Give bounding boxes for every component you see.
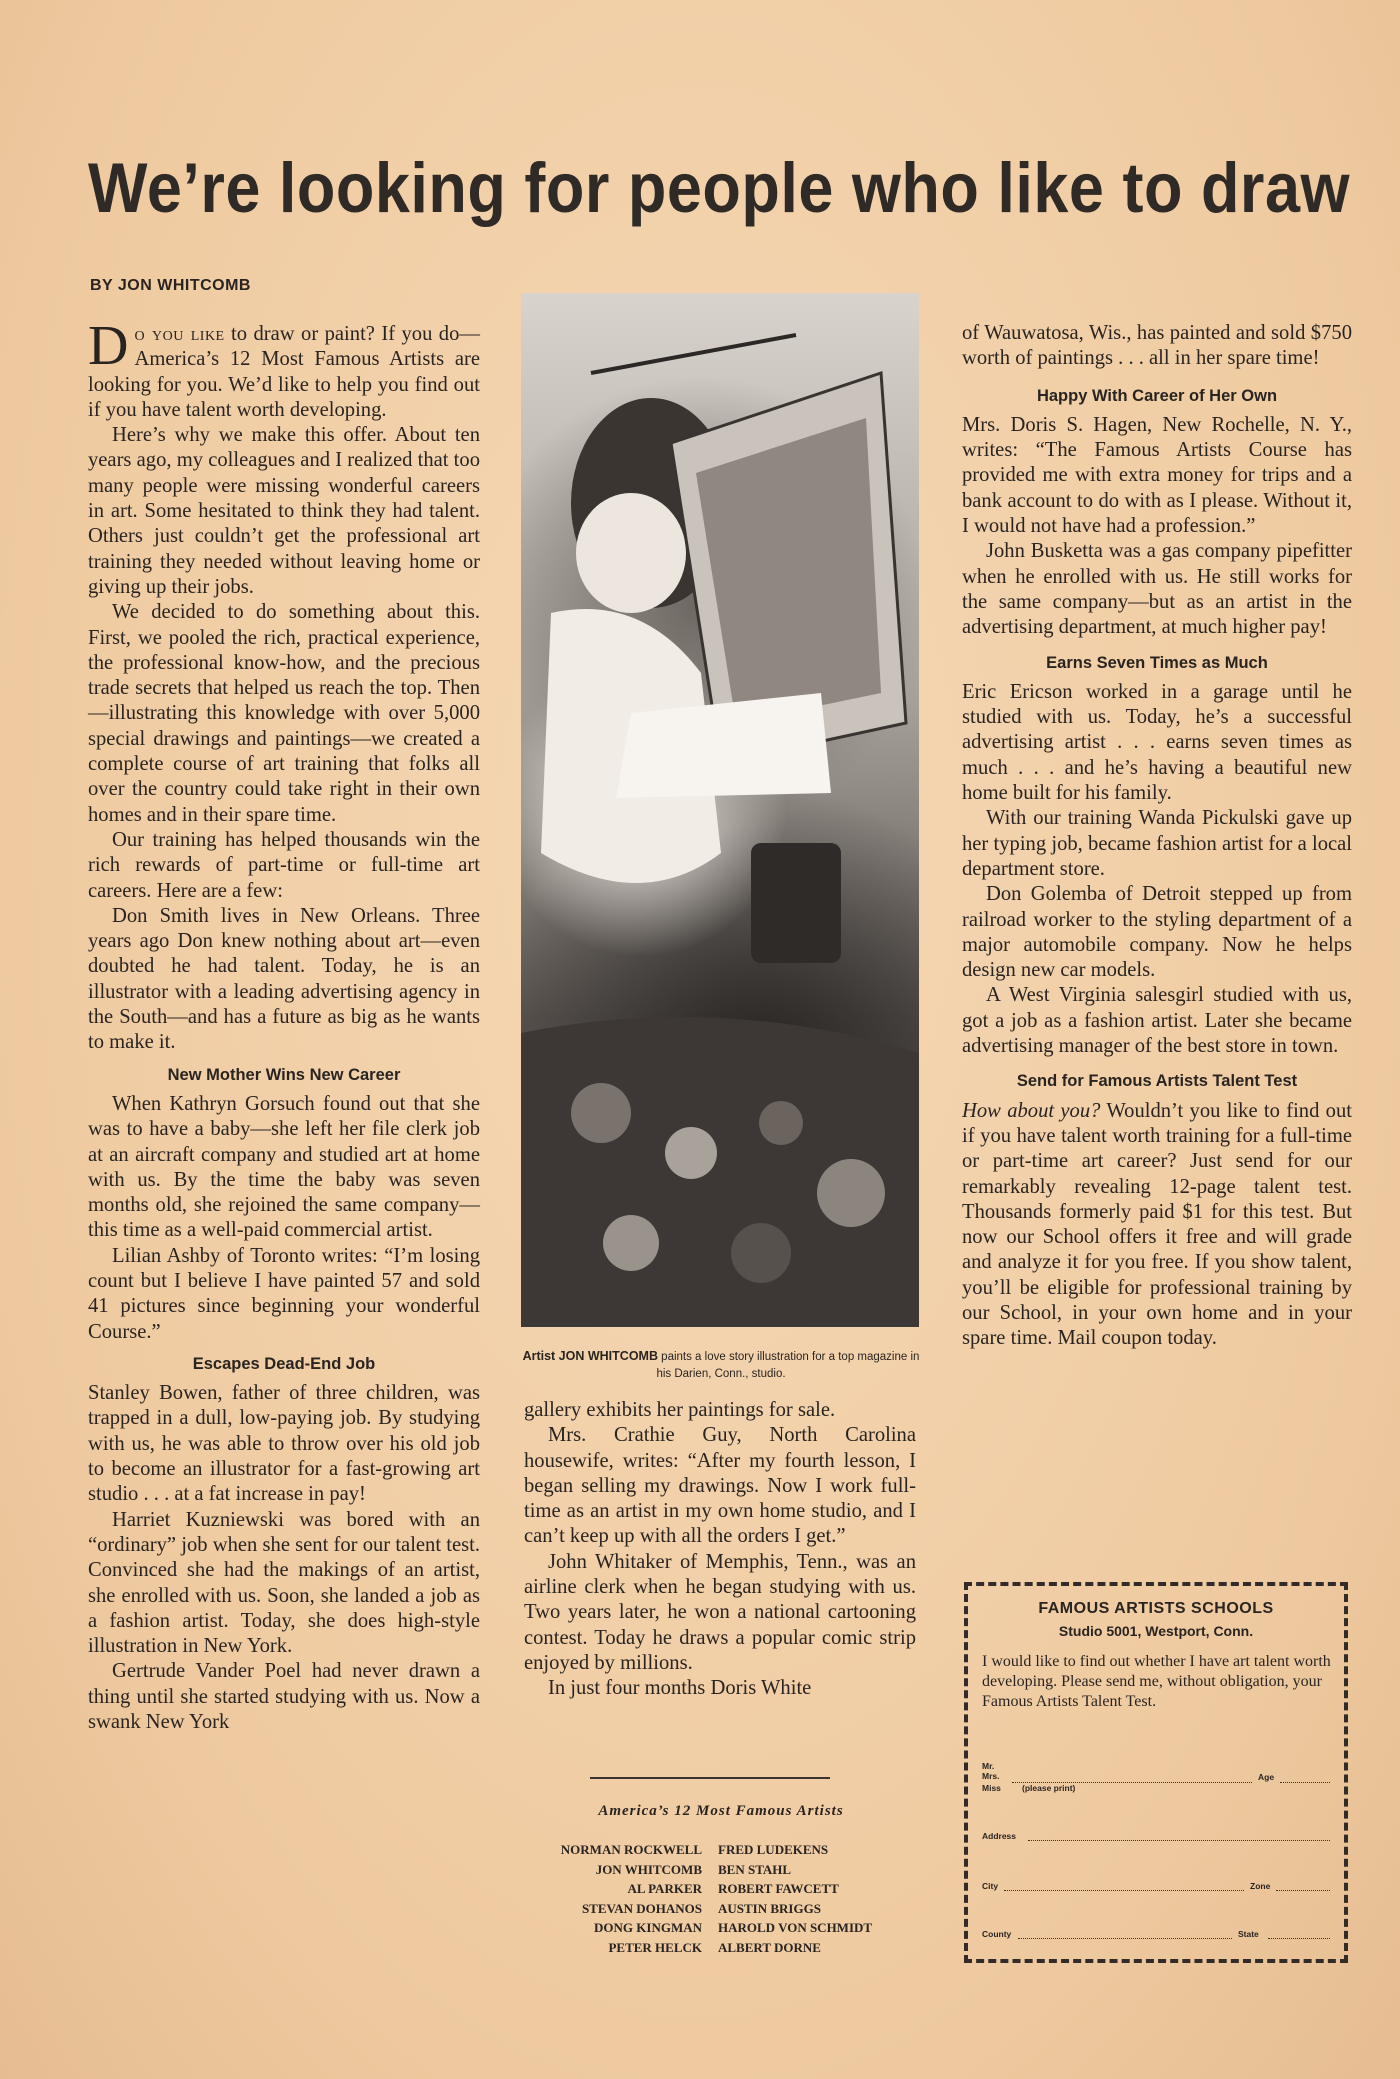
subheading: Happy With Career of Her Own bbox=[1036, 386, 1278, 405]
paragraph: We decided to do something about this. First, we pooled the rich, practical experience, the professional know-how, and the precious trade secrets that helped us reach the top. Then—illustrating this knowledge with over 5,000 special drawings and paintings—we created a complete course of art training that folks all over the country could take right in their own homes and in their spare time. bbox=[88, 601, 480, 826]
paragraph: Mrs. Doris S. Hagen, New Rochelle, N. Y., writes: “The Famous Artists Course has provided me with extra money for trips and a bank account to do with as I please. Without it, I would not have had a profession.” bbox=[962, 413, 1352, 538]
subheading: Earns Seven Times as Much bbox=[1046, 653, 1268, 672]
label-zone: Zone bbox=[1250, 1881, 1271, 1891]
paragraph: Here’s why we make this offer. About ten years ago, my colleagues and I realized that too many people were missing wonderful careers in art. Some hesitated to think they had talent. Others just couldn’t get the professional art training they needed without leaving home or giving up their jobs. bbox=[88, 424, 480, 598]
label-age: Age bbox=[1258, 1772, 1275, 1782]
artist-row: DONG KINGMAN HAROLD VON SCHMIDT bbox=[594, 1920, 873, 1935]
artist-photo bbox=[521, 293, 919, 1327]
divider bbox=[590, 1777, 830, 1779]
artist-row: PETER HELCK ALBERT DORNE bbox=[608, 1939, 821, 1955]
state-field[interactable] bbox=[1268, 1938, 1330, 1939]
coupon-address: Studio 5001, Westport, Conn. bbox=[1058, 1623, 1254, 1639]
article-column-2 bbox=[524, 1398, 916, 1702]
artist-face bbox=[576, 493, 686, 613]
paragraph: Lilian Ashby of Toronto writes: “I’m losing count but I believe I have painted 57 and sold 41 pictures since beginning your wonderful Course.” bbox=[88, 1244, 480, 1343]
subheading: Send for Famous Artists Talent Test bbox=[1016, 1072, 1298, 1091]
famous-artists-list bbox=[516, 1840, 926, 1957]
label-county: County bbox=[982, 1929, 1012, 1939]
county-field[interactable] bbox=[1018, 1938, 1232, 1939]
paragraph: John Busketta was a gas company pipefitter when he enrolled with us. He still works for the same company—but as an artist in the advertising department, at much higher pay! bbox=[962, 540, 1352, 639]
paragraph: A West Virginia salesgirl studied with us, got a job as a fashion artist. Later she became advertising manager of the best store in town. bbox=[962, 984, 1352, 1058]
address-field[interactable] bbox=[1028, 1840, 1330, 1841]
paragraph: John Whitaker of Memphis, Tenn., was an airline clerk when he began studying with us. Two years later, he won a national cartooning contest. Today he draws a popular comic strip enjoyed by millions. bbox=[524, 1550, 916, 1674]
paint-blob bbox=[759, 1101, 803, 1145]
subheading: New Mother Wins New Career bbox=[167, 1065, 401, 1084]
article-column-1 bbox=[88, 315, 480, 1735]
famous-artists-title: America’s 12 Most Famous Artists bbox=[598, 1803, 844, 1819]
label-state: State bbox=[1238, 1929, 1259, 1939]
paragraph: Our training has helped thousands win the rich rewards of part-time or full-time art careers. Here are a few: bbox=[88, 828, 480, 902]
brush-stick bbox=[591, 335, 796, 373]
paragraph: gallery exhibits her paintings for sale. bbox=[524, 1399, 836, 1421]
intro-paragraph: Do you like to draw or paint? If you do—America’s 12 Most Famous Artists are looking for you. We’d like to help you find out if you have talent worth developing. bbox=[88, 315, 480, 421]
paint-blob bbox=[731, 1223, 791, 1283]
photo-illustration bbox=[521, 293, 919, 1327]
paragraph: Stanley Bowen, father of three children, was trapped in a dull, low-paying job. By studying with us, he was able to throw over his old job to become an illustrator for a fast-growing art studio . . . at a fat increase in pay! bbox=[88, 1382, 480, 1506]
label-mrs: Mrs. bbox=[982, 1771, 1000, 1781]
label-please-print: (please print) bbox=[1022, 1783, 1076, 1793]
zone-field[interactable] bbox=[1276, 1890, 1330, 1891]
photo-caption: Artist JON WHITCOMB paints a love story illustration for a top magazine in his Darien, Conn., studio. bbox=[522, 1349, 920, 1380]
artist-row: STEVAN DOHANOS AUSTIN BRIGGS bbox=[581, 1900, 821, 1916]
paint-blob bbox=[603, 1215, 659, 1271]
byline: BY JON WHITCOMB bbox=[90, 277, 251, 294]
artist-row: AL PARKER ROBERT FAWCETT bbox=[627, 1881, 839, 1896]
artist-row: JON WHITCOMB BEN STAHL bbox=[595, 1861, 792, 1877]
coupon-text: I would like to find out whether I have art talent worth developing. Please send me, without obligation, your Famous Artists Talent Test. bbox=[982, 1653, 1331, 1710]
paragraph: In just four months Doris White bbox=[548, 1677, 812, 1700]
paragraph: Gertrude Vander Poel had never drawn a thing until she started studying with us. Now a swank New York bbox=[88, 1660, 480, 1734]
paint-blob bbox=[571, 1083, 631, 1143]
paragraph: Mrs. Crathie Guy, North Carolina housewife, writes: “After my fourth lesson, I began selling my drawings. Now I work full-time as an artist in my own home studio, and I can’t keep up with all the orders I get.” bbox=[524, 1424, 916, 1548]
paint-jar bbox=[751, 843, 841, 963]
paragraph: Eric Ericson worked in a garage until he studied with us. Today, he’s a successful advertising artist . . . earns seven times as much . . . and he’s having a beautiful new home built for his family. bbox=[962, 680, 1352, 805]
coupon-school-name: FAMOUS ARTISTS SCHOOLS bbox=[1038, 1600, 1274, 1617]
subheading: Escapes Dead-End Job bbox=[192, 1354, 376, 1373]
mail-coupon[interactable] bbox=[964, 1582, 1348, 1963]
paragraph: Don Golemba of Detroit stepped up from railroad worker to the styling department of a major automobile company. Now he helps design new car models. bbox=[962, 883, 1352, 982]
label-address: Address bbox=[982, 1831, 1017, 1841]
paragraph: Harriet Kuzniewski was bored with an “ordinary” job when she sent for our talent test. Convinced she had the makings of an artist, she enrolled with us. Soon, she landed a job as a fashion artist. Today, she does high-style illustration in New York. bbox=[88, 1508, 480, 1658]
paint-blob bbox=[665, 1127, 717, 1179]
label-mr: Mr. bbox=[982, 1761, 995, 1771]
paragraph: Don Smith lives in New Orleans. Three years ago Don knew nothing about art—even doubted he had talent. Today, he is an illustrator with a leading advertising agency in the South—and has a future as big as he wants to make it. bbox=[88, 904, 480, 1054]
label-miss: Miss bbox=[982, 1783, 1001, 1793]
article-column-3 bbox=[962, 321, 1352, 1352]
paragraph: With our training Wanda Pickulski gave up her typing job, became fashion artist for a local department store. bbox=[962, 807, 1352, 880]
artist-row: NORMAN ROCKWELL FRED LUDEKENS bbox=[560, 1842, 829, 1857]
drop-cap: D bbox=[88, 315, 129, 377]
paint-blob bbox=[817, 1159, 885, 1227]
paragraph: When Kathryn Gorsuch found out that she was to have a baby—she left her file clerk job at an aircraft company and studied art at home with us. By the time the baby was seven months old, she rejoined the same company—this time as a well-paid commercial artist. bbox=[88, 1092, 480, 1242]
paragraph: How about you? Wouldn’t you like to find out if you have talent worth training for a full-time or part-time art career? Just send for our remarkably revealing 12-page talent test. Thousands formerly paid $1 for this test. But now our School offers it free and will grade and analyze it for you free. If you show talent, you’ll be eligible for professional training by our School, in your own home and in your spare time. Mail coupon today. bbox=[962, 1099, 1352, 1350]
label-city: City bbox=[982, 1881, 999, 1891]
city-field[interactable] bbox=[1004, 1890, 1244, 1891]
headline: We’re looking for people who like to draw bbox=[88, 149, 1350, 228]
age-field[interactable] bbox=[1280, 1782, 1330, 1783]
paragraph: of Wauwatosa, Wis., has painted and sold $750 worth of paintings . . . all in her spare time! bbox=[962, 322, 1352, 370]
